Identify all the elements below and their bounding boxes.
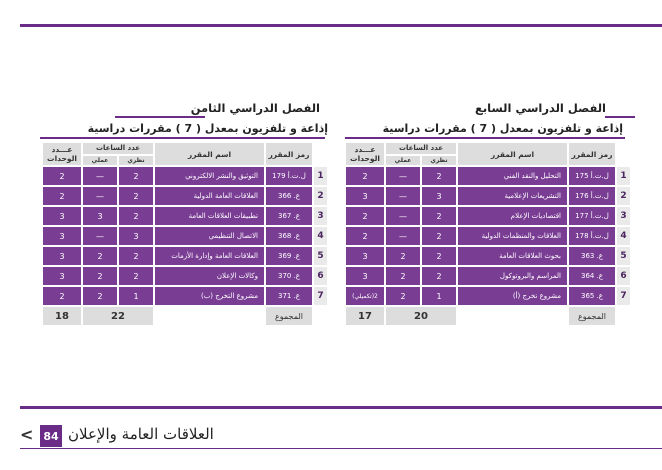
- course-name: العلاقات العامة الدولية: [155, 187, 264, 205]
- theory-hours: 3: [422, 187, 456, 205]
- total-label: المجموع: [266, 307, 312, 325]
- units: 3: [43, 207, 81, 225]
- table-row: [43, 187, 327, 205]
- row-number: 1: [314, 167, 327, 185]
- row-number: 7: [314, 287, 327, 305]
- table-row: [43, 207, 327, 225]
- semester-8-title: الفصل الدراسي الثامن: [190, 101, 320, 115]
- theory-hours: 2: [119, 267, 153, 285]
- row-number: 6: [617, 267, 630, 285]
- header-code: رمز المقرر: [569, 143, 615, 165]
- course-name: اقتصاديات الإعلام: [458, 207, 567, 225]
- theory-hours: 2: [422, 267, 456, 285]
- total-spacer: [155, 307, 264, 325]
- header-practical: عملي: [386, 156, 420, 165]
- theory-hours: 2: [422, 247, 456, 265]
- course-code: ل.ت.أ 176: [569, 187, 615, 205]
- theory-hours: 1: [119, 287, 153, 305]
- semester-7-table: [344, 141, 632, 327]
- header-name: اسم المقرر: [155, 143, 264, 165]
- table-row: [346, 167, 630, 185]
- row-number: 2: [314, 187, 327, 205]
- units: 2: [346, 167, 384, 185]
- header-spacer: [617, 143, 630, 165]
- table-row: [346, 207, 630, 225]
- row-number: 3: [617, 207, 630, 225]
- course-code: ع. 364: [569, 267, 615, 285]
- row-number: 3: [314, 207, 327, 225]
- course-name: التحليل والنقد الفني: [458, 167, 567, 185]
- course-code: ع. 369: [266, 247, 312, 265]
- units: 3: [43, 227, 81, 245]
- course-name: بحوث العلاقات العامة: [458, 247, 567, 265]
- course-name: العلاقات والمنظمات الدولية: [458, 227, 567, 245]
- practical-hours: —: [83, 187, 117, 205]
- header-hours: عدد الساعات: [83, 143, 153, 154]
- theory-hours: 2: [119, 207, 153, 225]
- table-row: [346, 227, 630, 245]
- total-row: [346, 307, 630, 325]
- table-row: [346, 287, 630, 305]
- units: 2: [346, 207, 384, 225]
- practical-hours: 2: [83, 247, 117, 265]
- table-row: [43, 247, 327, 265]
- course-code: ع. 367: [266, 207, 312, 225]
- course-name: وكالات الإعلان: [155, 267, 264, 285]
- header-spacer: [314, 143, 327, 165]
- header-theory: نظري: [119, 156, 153, 165]
- total-row: [43, 307, 327, 325]
- semester-7-subtitle-line: [345, 137, 625, 139]
- theory-hours: 1: [422, 287, 456, 305]
- course-name: العلاقات العامة وإدارة الأزمات: [155, 247, 264, 265]
- practical-hours: —: [386, 207, 420, 225]
- course-name: مشروع تخرج (أ): [458, 287, 567, 305]
- footer-title: العلاقات العامة والإعلان: [68, 425, 214, 443]
- semester-8-title-line: [115, 116, 205, 118]
- units: 2(تكميلي): [346, 287, 384, 305]
- units: 2: [43, 187, 81, 205]
- total-label: المجموع: [569, 307, 615, 325]
- theory-hours: 3: [119, 227, 153, 245]
- semester-8-subtitle-line: [40, 137, 325, 139]
- course-code: ل.ت.أ 177: [569, 207, 615, 225]
- course-code: ع. 366: [266, 187, 312, 205]
- course-name: المراسم والبروتوكول: [458, 267, 567, 285]
- header-hours: عدد الساعات: [386, 143, 456, 154]
- table-row: [346, 247, 630, 265]
- header-code: رمز المقرر: [266, 143, 312, 165]
- course-name: الاتصال التنظيمي: [155, 227, 264, 245]
- semester-8-subtitle: إذاعة و تلفزيون بمعدل ( 7 ) مقررات دراسية: [87, 122, 328, 135]
- semester-7-subtitle: إذاعة و تلفزيون بمعدل ( 7 ) مقررات دراسية: [382, 122, 623, 135]
- units: 2: [43, 167, 81, 185]
- header-units: عـــدد الوحدات: [346, 143, 384, 165]
- semester-8-table: [41, 141, 329, 327]
- practical-hours: —: [386, 227, 420, 245]
- header-theory: نظري: [422, 156, 456, 165]
- practical-hours: —: [386, 187, 420, 205]
- semester-7-title: الفصل الدراسي السابع: [474, 101, 606, 115]
- header-name: اسم المقرر: [458, 143, 567, 165]
- table-row: [43, 267, 327, 285]
- course-code: ل.ت.أ 175: [569, 167, 615, 185]
- row-number: 5: [314, 247, 327, 265]
- total-units: 17: [346, 307, 384, 325]
- course-code: ل.ت.أ 178: [569, 227, 615, 245]
- units: 3: [346, 187, 384, 205]
- table-row: [43, 287, 327, 305]
- units: 2: [346, 227, 384, 245]
- course-code: ع. 363: [569, 247, 615, 265]
- footer-rule: [20, 406, 662, 409]
- total-units: 18: [43, 307, 81, 325]
- practical-hours: 2: [386, 247, 420, 265]
- theory-hours: 2: [119, 187, 153, 205]
- units: 2: [43, 287, 81, 305]
- course-code: ع. 365: [569, 287, 615, 305]
- units: 3: [346, 267, 384, 285]
- row-number: 7: [617, 287, 630, 305]
- semester-7-title-line: [605, 116, 635, 118]
- course-name: مشروع التخرج (ب): [155, 287, 264, 305]
- table-row: [43, 167, 327, 185]
- theory-hours: 2: [119, 247, 153, 265]
- header-units: عـــدد الوحدات: [43, 143, 81, 165]
- row-number: 1: [617, 167, 630, 185]
- theory-hours: 2: [422, 227, 456, 245]
- units: 3: [43, 267, 81, 285]
- total-spacer: [617, 307, 630, 325]
- chevron-left-icon[interactable]: <: [20, 425, 34, 444]
- practical-hours: —: [83, 227, 117, 245]
- total-hours: 20: [386, 307, 456, 325]
- table-row: [43, 227, 327, 245]
- course-code: ل.ت.أ 179: [266, 167, 312, 185]
- units: 3: [43, 247, 81, 265]
- course-code: ع. 371: [266, 287, 312, 305]
- table-row: [346, 187, 630, 205]
- top-rule: [20, 24, 662, 27]
- header-practical: عملي: [83, 156, 117, 165]
- row-number: 4: [617, 227, 630, 245]
- practical-hours: 2: [83, 287, 117, 305]
- total-hours: 22: [83, 307, 153, 325]
- theory-hours: 2: [119, 167, 153, 185]
- practical-hours: 2: [386, 267, 420, 285]
- theory-hours: 2: [422, 207, 456, 225]
- row-number: 6: [314, 267, 327, 285]
- table-row: [346, 267, 630, 285]
- practical-hours: 2: [386, 287, 420, 305]
- page-number: 84: [40, 425, 62, 447]
- theory-hours: 2: [422, 167, 456, 185]
- course-code: ع. 370: [266, 267, 312, 285]
- row-number: 4: [314, 227, 327, 245]
- course-name: التوثيق والنشر الالكتروني: [155, 167, 264, 185]
- practical-hours: 2: [83, 267, 117, 285]
- course-name: تطبيقات العلاقات العامة: [155, 207, 264, 225]
- practical-hours: —: [386, 167, 420, 185]
- course-code: ع. 368: [266, 227, 312, 245]
- row-number: 5: [617, 247, 630, 265]
- total-spacer: [458, 307, 567, 325]
- row-number: 2: [617, 187, 630, 205]
- course-name: التشريعات الإعلامية: [458, 187, 567, 205]
- units: 3: [346, 247, 384, 265]
- practical-hours: 3: [83, 207, 117, 225]
- footer-underline: [20, 448, 662, 449]
- total-spacer: [314, 307, 327, 325]
- practical-hours: —: [83, 167, 117, 185]
